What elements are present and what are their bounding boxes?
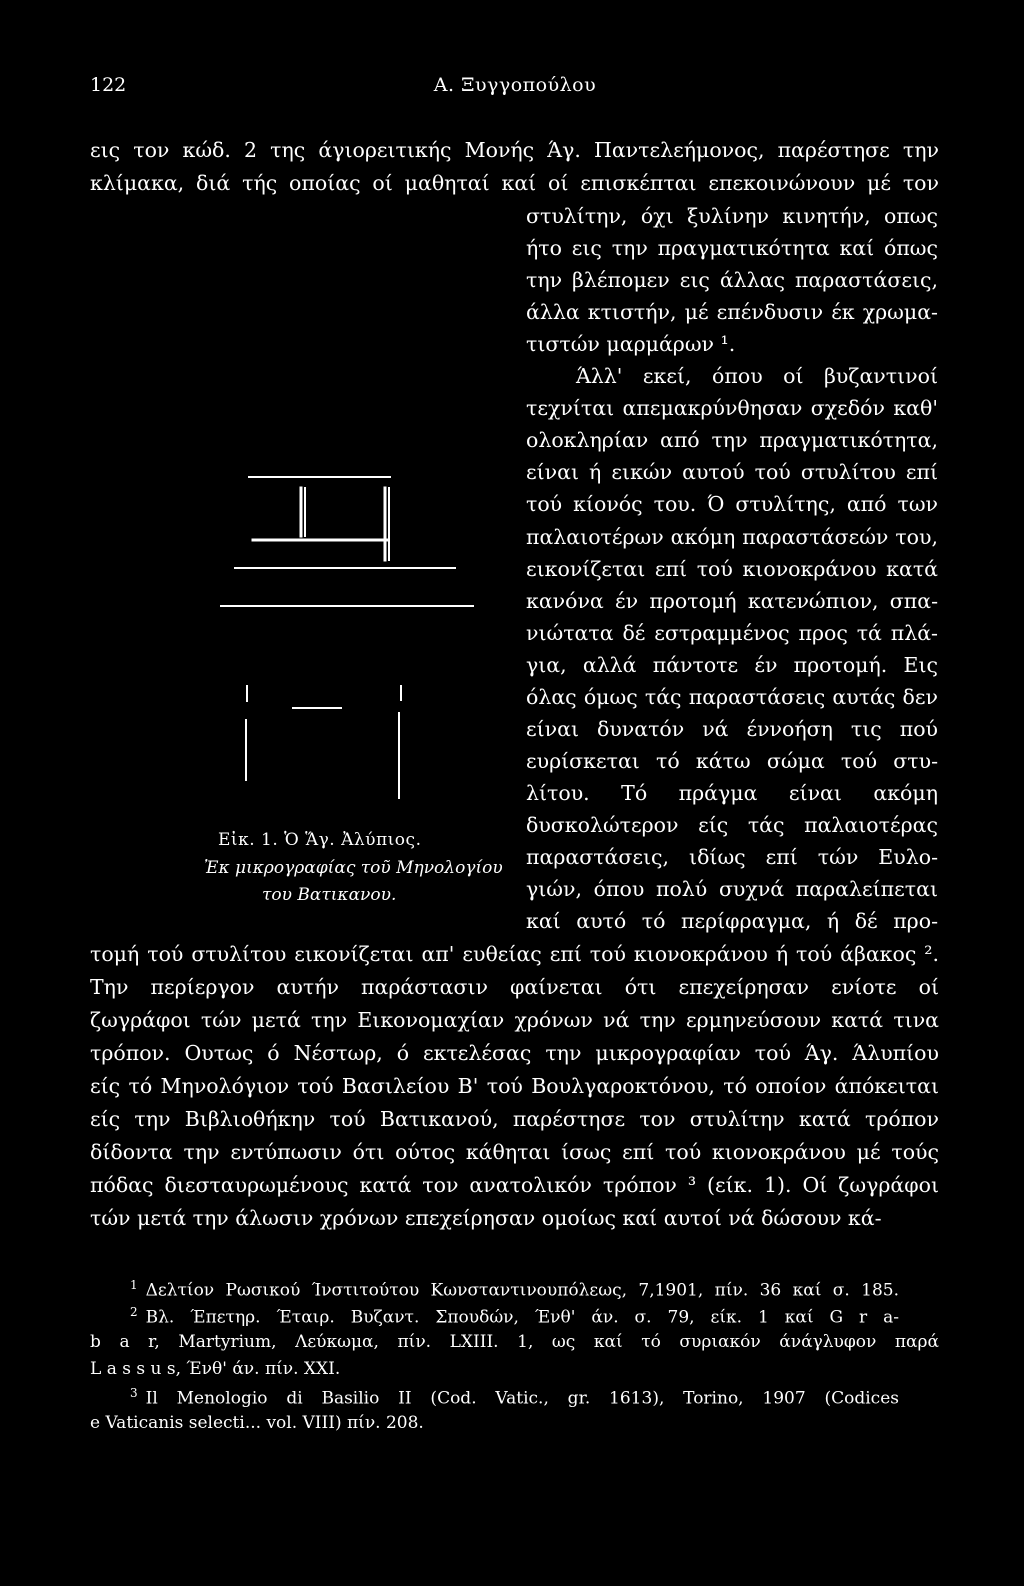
- footnote-text: Βλ. Έπετηρ. Έταιρ. Βυζαντ. Σπουδών, Ένθ' άν. σ. 79, είκ. 1 καί G r a-: [145, 1307, 899, 1328]
- body-line: κανόνα έν προτομή κατενώπιον, σπα-: [526, 589, 938, 613]
- body-line: Την περίεργον αυτήν παράστασιν φαίνεται ότι επεχείρησαν ενίοτε οί: [90, 975, 939, 999]
- footnote: [90, 1278, 899, 1301]
- body-line: την βλέπομεν εις άλλας παραστάσεις,: [526, 268, 938, 292]
- figure-caption-source: Ἐκ μικρογραφίας τοῦ Μηνολογίου: [204, 858, 503, 878]
- body-line: Άλλ' εκεί, όπου οί βυζαντινοί: [576, 364, 938, 388]
- footnote-text: Δελτίον Ρωσικού Ίνστιτούτου Κωνσταντινουπόλεως, 7,1901, πίν. 36 καί σ. 185.: [145, 1280, 899, 1301]
- stylite-column-figure: [215, 468, 475, 813]
- body-line: τρόπον. Ουτως ό Νέστωρ, ό εκτελέσας την μικρογραφίαν τού Άγ. Άλυπίου: [90, 1041, 939, 1065]
- footnote-mark: 3: [130, 1386, 138, 1400]
- body-line: είναι δυνατόν νά έννοήση τις πού: [526, 717, 938, 741]
- body-line: είς τό Μηνολόγιον τού Βασιλείου Β' τού Βουλγαροκτόνου, τό οποίον άπόκειται: [90, 1074, 939, 1098]
- body-line: ζωγράφοι τών μετά την Εικονομαχίαν χρόνων νά την ερμηνεύσουν κατά τινα: [90, 1008, 939, 1032]
- footnote: [90, 1386, 899, 1409]
- body-line: καί αυτό τό περίφραγμα, ή δέ προ-: [526, 909, 938, 933]
- body-line: τών μετά την άλωσιν χρόνων επεχείρησαν ομοίως καί αυτοί νά δώσουν κά-: [90, 1206, 882, 1230]
- figure-caption-source-cont: του Βατικανου.: [262, 885, 397, 905]
- body-line: τιστών μαρμάρων ¹.: [526, 332, 736, 356]
- body-line: άλλα κτιστήν, μέ επένδυσιν έκ χρωμα-: [526, 300, 938, 324]
- footnote-text: e Vaticanis selecti... vol. VIII) πίν. 208.: [90, 1413, 424, 1433]
- body-line: στυλίτην, όχι ξυλίνην κινητήν, οπως: [526, 204, 938, 228]
- body-line: τεχνίται απεμακρύνθησαν σχεδόν καθ': [526, 396, 938, 420]
- body-line: γιών, όπου πολύ συχνά παραλείπεται: [526, 877, 938, 901]
- footnote-text: Il Menologio di Basilio II (Cod. Vatic., gr. 1613), Torino, 1907 (Codices: [145, 1388, 899, 1409]
- body-line: είς την Βιβλιοθήκην τού Βατικανού, παρέστησε τον στυλίτην κατά τρόπον: [90, 1107, 939, 1131]
- body-line: όλας όμως τάς παραστάσεις αυτάς δεν: [526, 685, 938, 709]
- body-line: εικονίζεται επί τού κιονοκράνου κατά: [526, 557, 938, 581]
- body-line: ήτο εις την πραγματικότητα καί όπως: [526, 236, 938, 260]
- body-line: νιώτατα δέ εστραμμένος προς τά πλά-: [526, 621, 938, 645]
- body-line: κλίμακα, διά τής οποίας οί μαθηταί καί οί επισκέπται επεκοινώνουν μέ τον: [90, 171, 939, 195]
- footnote-mark: 1: [130, 1278, 138, 1292]
- body-line: παραστάσεις, ιδίως επί τών Ευλο-: [526, 845, 938, 869]
- page-header: [90, 74, 940, 104]
- body-line: πόδας διεσταυρωμένους κατά τον ανατολικόν τρόπον ³ (είκ. 1). Οί ζωγράφοι: [90, 1173, 939, 1197]
- running-head: Α. Ξυγγοπούλου: [433, 74, 597, 96]
- page-number: 122: [90, 74, 127, 96]
- footnote: [90, 1305, 899, 1328]
- footnote-cont: [90, 1359, 939, 1379]
- body-line: τού κίονός του. Ό στυλίτης, από των: [526, 492, 938, 516]
- body-line: τομή τού στυλίτου εικονίζεται απ' ευθείας επί τού κιονοκράνου ή τού άβακος ².: [90, 942, 939, 966]
- body-line: είναι ή εικών αυτού τού στυλίτου επί: [526, 460, 938, 484]
- footnote-cont: [90, 1413, 939, 1433]
- body-line: δίδοντα την εντύπωσιν ότι ούτος κάθηται ίσως επί τού κιονοκράνου μέ τούς: [90, 1140, 939, 1164]
- footnote-text: L a s s u s, Ένθ' άν. πίν. XXI.: [90, 1359, 341, 1379]
- body-line: εις τον κώδ. 2 της άγιορειτικής Μονής Άγ. Παντελεήμονος, παρέστησε την: [90, 138, 939, 162]
- body-line: ευρίσκεται τό κάτω σώμα τού στυ-: [526, 749, 938, 773]
- footnote-mark: 2: [130, 1305, 138, 1319]
- body-line: λίτου. Τό πράγμα είναι ακόμη: [526, 781, 938, 805]
- footnote-cont: [90, 1332, 939, 1352]
- footnote-text: b a r, Martyrium, Λεύκωμα, πίν. LXIII. 1, ως καί τό συριακόν άνάγλυφον παρά: [90, 1332, 939, 1352]
- body-line: δυσκολώτερον είς τάς παλαιοτέρας: [526, 813, 938, 837]
- body-line: για, αλλά πάντοτε έν προτομή. Εις: [526, 653, 938, 677]
- figure-caption-title: Εἰκ. 1. Ὁ Ἅγ. Ἀλύπιος.: [218, 830, 422, 850]
- body-line: ολοκληρίαν από την πραγματικότητα,: [526, 428, 938, 452]
- body-line: παλαιοτέρων ακόμη παραστάσεών του,: [526, 525, 938, 549]
